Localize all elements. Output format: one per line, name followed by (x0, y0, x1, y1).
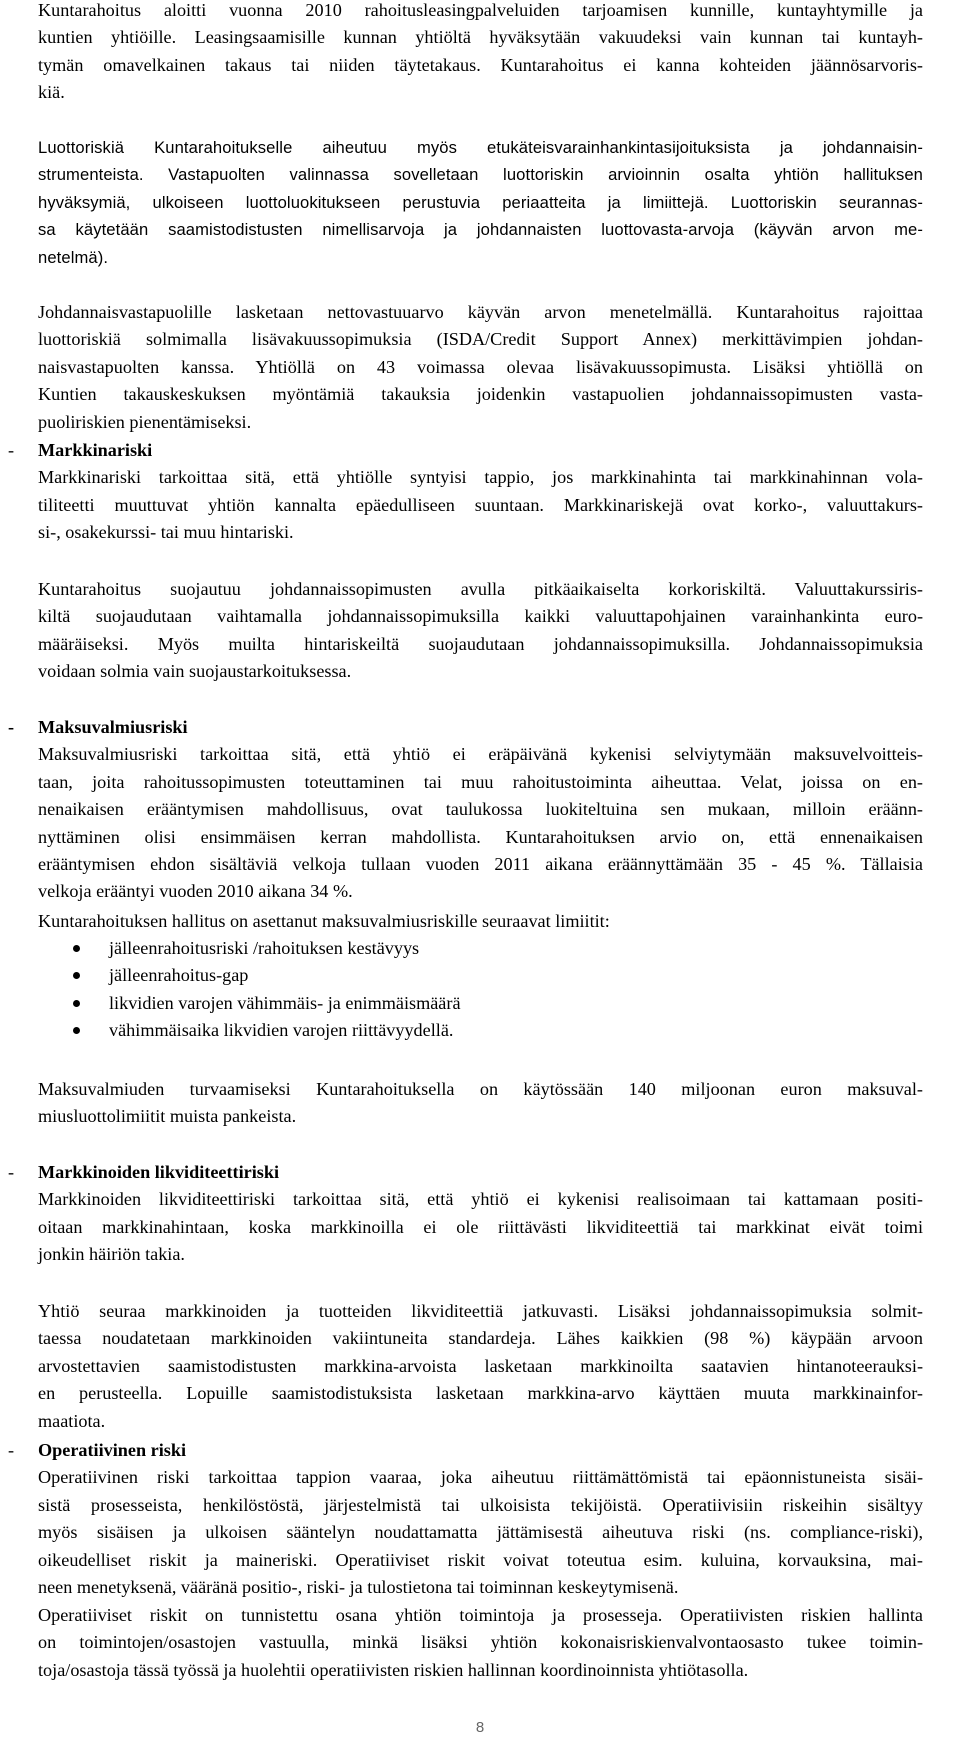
text-line: Operatiivinen riski tarkoittaa tappion vaaraa, joka aiheutuu riittämättömistä tai epäonnistuneista sisäi- (38, 1467, 923, 1488)
limits-intro (38, 908, 923, 935)
text-line: Kuntarahoituksen hallitus on asettanut maksuvalmiusriskille seuraavat limiitit: (38, 911, 610, 931)
text-line: puoliriskien pienentämiseksi. (38, 411, 252, 432)
text-line: netelmä). (38, 247, 109, 267)
liquidity-risk-section (38, 714, 923, 906)
text-line: Maksuvalmiusriski tarkoittaa sitä, että yhtiö ei eräpäivänä kykenisi selviytymään maksuvelvoitteis- (38, 744, 923, 765)
list-item-text: jälleenrahoitus-gap (109, 965, 249, 986)
section-heading: Operatiivinen riski (38, 1440, 187, 1460)
text-line: taessa noudatetaan markkinoiden vakiintuneita standardeja. Lähes kaikkien (98 %) käypään arvoon (38, 1328, 923, 1349)
text-line: kiltä suojaudutaan vaihtamalla johdannaissopimuksilla kaikki valuuttapohjainen varainhankinta euro- (38, 606, 923, 627)
text-line: Operatiiviset riskit on tunnistettu osana yhtiön toimintoja ja prosesseja. Operatiivisten riskien hallinta (38, 1605, 923, 1625)
market-risk-paragraph-2 (38, 576, 923, 686)
text-line: Maksuvalmiuden turvaamiseksi Kuntarahoituksella on käytössään 140 miljoonan euron maksuval- (38, 1079, 923, 1099)
section-dash: - (8, 1162, 15, 1182)
text-line: sistä prosesseista, henkilöstöstä, järjestelmistä tai ulkoisista tekijöistä. Operatiivisiin riskeihin sisältyy (38, 1494, 923, 1515)
text-line: määräiseksi. Myös muilta hintariskeiltä suojaudutaan johdannaissopimuksilla. Johdannaissopimuksia (38, 633, 923, 654)
text-line: velkoja erääntyi vuoden 2010 aikana 34 %. (38, 881, 353, 902)
text-line: Markkinariski tarkoittaa sitä, että yhtiölle syntyisi tappio, jos markkinahinta tai markkinahinnan vola- (38, 467, 923, 488)
section-dash: - (8, 1440, 15, 1460)
section-heading: Markkinariski (38, 440, 153, 460)
section-dash: - (8, 717, 15, 737)
text-line: naisvastapuolten kanssa. Yhtiöllä on 43 voimassa olevaa lisävakuussopimusta. Lisäksi yhtiöllä on (38, 356, 923, 377)
market-liquidity-paragraph-2 (38, 1298, 923, 1435)
bullet-icon (73, 1000, 80, 1007)
intro-paragraph (38, 0, 923, 107)
list-item (38, 990, 923, 1017)
text-line: kuntien yhtiöille. Leasingsaamisille kunnan yhtiöltä hyväksytään vakuudeksi vain kunnan tai kuntayh- (38, 27, 923, 48)
text-line: oitaan markkinahintaan, koska markkinoilla ei ole riittävästi likviditeettiä tai markkinat eivät toimi (38, 1216, 923, 1237)
bullet-icon (73, 945, 80, 952)
section-heading: Markkinoiden likviditeettiriski (38, 1162, 280, 1182)
text-line: en perusteella. Lopuille saamistodistuksista lasketaan markkina-arvo käyttäen muuta markkinainfor- (38, 1383, 923, 1404)
text-line: sa käytetään saamistodistusten nimellisarvoja ja johdannaisten luottovasta-arvoja (käyvän arvon me- (38, 220, 923, 240)
liquidity-paragraph-3 (38, 1076, 923, 1131)
list-item-text: jälleenrahoitusriski /rahoituksen kestävyys (109, 938, 420, 958)
text-line: Yhtiö seuraa markkinoiden ja tuotteiden likviditeettiä jatkuvasti. Lisäksi johdannaissopimuksia solmit- (38, 1301, 923, 1321)
text-line: Markkinoiden likviditeettiriski tarkoittaa sitä, että yhtiö ei kykenisi realisoimaan tai kattamaan positi- (38, 1189, 923, 1210)
text-line: hyväksymiä, ulkoiseen luottoluokitukseen perustuvia periaatteita ja limiittejä. Luottoriskin seurannas- (38, 192, 923, 212)
list-item (38, 1017, 923, 1044)
credit-risk-paragraph (38, 134, 923, 271)
text-line: si-, osakekurssi- tai muu hintariski. (38, 522, 294, 543)
section-heading: Maksuvalmiusriski (38, 717, 188, 737)
market-liquidity-risk-section (38, 1159, 923, 1269)
text-line: Luottoriskiä Kuntarahoitukselle aiheutuu myös etukäteisvarainhankintasijoituksista ja johdannaisin- (38, 138, 923, 157)
text-line: jonkin häiriön takia. (38, 1244, 185, 1265)
limits-list (38, 935, 923, 1045)
text-line: taan, joita rahoitussopimusten toteuttaminen tai muu rahoitustoiminta aiheuttaa. Velat, joissa on en- (38, 771, 923, 792)
text-line: strumenteista. Vastapuolten valinnassa sovelletaan luottoriskin arvioinnin osalta yhtiön hallituksen (38, 165, 923, 185)
list-item (38, 962, 923, 989)
market-risk-section (38, 437, 923, 547)
text-line: toja/osastoja tässä työssä ja huolehtii operatiivisten riskien hallinnan koordinoinnista yhtiötasolla. (38, 1659, 749, 1680)
text-line: kiä. (38, 82, 65, 103)
bullet-icon (73, 1027, 80, 1034)
text-line: neen menetyksenä, vääränä positio-, riski- ja tulostietona tai toiminnan keskeytymisenä. (38, 1577, 679, 1598)
text-line: on toimintojen/osastojen vastuulla, minkä lisäksi yhtiön kokonaisriskienvalvontaosasto tukee toimin- (38, 1632, 923, 1653)
text-line: luottoriskiä solmimalla lisävakuussopimuksia (ISDA/Credit Support Annex) merkittävimpien johdan- (38, 329, 923, 350)
list-item-text: likvidien varojen vähimmäis- ja enimmäismäärä (109, 992, 461, 1013)
operational-risk-section (38, 1437, 923, 1601)
text-line: voidaan solmia vain suojaustarkoituksessa. (38, 661, 352, 682)
bullet-icon (73, 972, 80, 979)
text-line: tymän omavelkainen takaus tai niiden täytetakaus. Kuntarahoitus ei kanna kohteiden jäännösarvoris- (38, 54, 923, 75)
text-line: arvostettavien saamistodistusten markkina-arvoista lasketaan markkinoilta saatavien hintanoteerauksi- (38, 1355, 923, 1376)
list-item (38, 935, 923, 962)
text-line: Kuntarahoitus suojautuu johdannaissopimusten avulla pitkäaikaiselta korkoriskiltä. Valuuttakurssiris- (38, 579, 923, 599)
text-line: myös sisäisen ja ulkoisen sääntelyn noudattamatta jättämisestä aiheutuva riski (ns. compliance-riski), (38, 1522, 923, 1543)
text-line: erääntymisen ehdon sisältäviä velkoja tullaan vuoden 2011 aikana eräännyttämään 35 - 45 %. Tällaisia (38, 854, 923, 875)
text-line: miusluottolimiitit muista pankeista. (38, 1106, 297, 1127)
text-line: tiliteetti muuttuvat yhtiön kannalta epäedulliseen suuntaan. Markkinariskejä ovat korko-, valuuttakurs- (38, 494, 923, 515)
section-dash: - (8, 440, 15, 460)
list-item-text: vähimmäisaika likvidien varojen riittävyydellä. (109, 1020, 454, 1041)
text-line: Kuntarahoitus aloitti vuonna 2010 rahoitusleasingpalveluiden tarjoamisen kunnille, kuntayhtymille ja (38, 0, 923, 20)
text-line: maatiota. (38, 1410, 106, 1431)
text-line: Kuntien takauskeskuksen myöntämiä takauksia joidenkin vastapuolien johdannaissopimusten vasta- (38, 384, 923, 405)
text-line: nyttäminen olisi ensimmäisen kerran mahdollista. Kuntarahoituksen arvio on, että ennenaikaisen (38, 826, 923, 847)
derivatives-paragraph (38, 299, 923, 436)
text-line: nenaikaisen erääntymisen mahdollisuus, ovat taulukossa luokiteltuina sen mukaan, milloin eräänn- (38, 799, 923, 820)
page-number: 8 (475, 1719, 485, 1736)
text-line: Johdannaisvastapuolille lasketaan nettovastuuarvo käyvän arvon menetelmällä. Kuntarahoitus rajoittaa (38, 302, 923, 322)
text-line: oikeudelliset riskit ja maineriski. Operatiiviset riskit voivat toteutua esim. kuluina, korvauksina, mai- (38, 1549, 923, 1570)
operational-paragraph-2 (38, 1602, 923, 1684)
